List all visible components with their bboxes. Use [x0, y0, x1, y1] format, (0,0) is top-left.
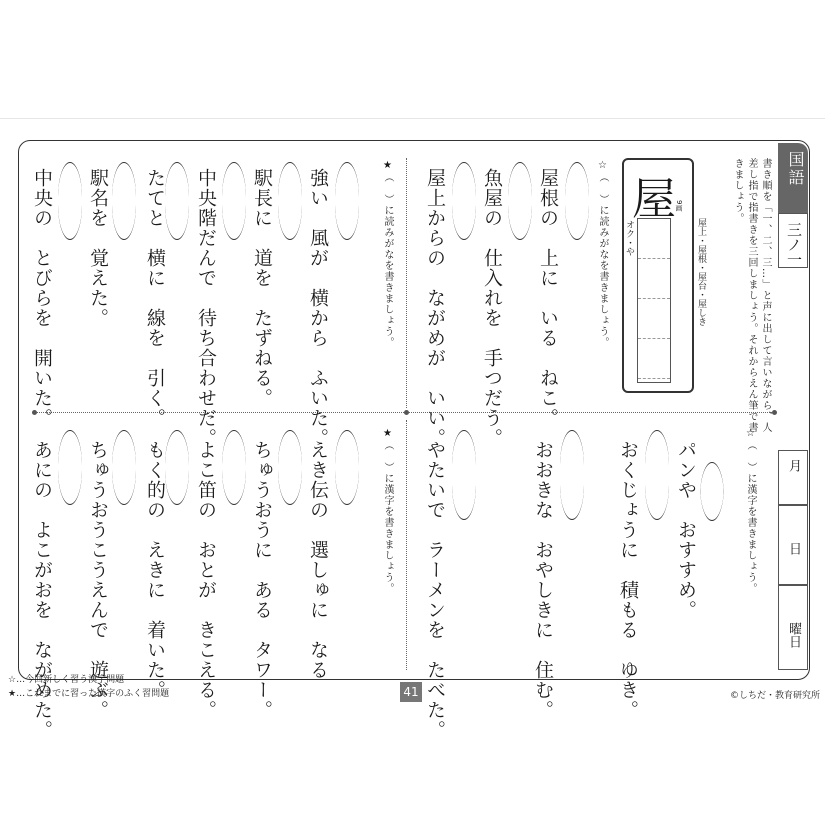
section2-question-5: 駅名を 覚えた。 [87, 168, 109, 328]
weekday-box[interactable] [778, 585, 808, 670]
section1-question-2: 魚屋の 仕入れを 手つだう。 [481, 168, 503, 448]
section4-question-5: ちゅうおうこうえんで 遊ぶ。 [87, 440, 109, 720]
section3-question-4: やたいで ラーメンを たべた。 [424, 440, 446, 740]
copyright: ©しちだ・教育研究所 [730, 691, 821, 701]
weekday-label: 曜日 [786, 622, 801, 648]
legend-review: ★…これまでに習った漢字のふく習問題 [8, 689, 170, 699]
section1-question-3: 屋上からの ながめが いい。 [424, 168, 446, 448]
section3-question-2: おくじょうに 積もる ゆき。 [617, 440, 639, 720]
section4-question-3: よこ笛の おとが きこえる。 [195, 440, 217, 720]
month-box[interactable] [778, 450, 808, 505]
section3-instruction: ☆（ ）に漢字を書きましょう。 [745, 428, 756, 594]
section4-question-6: あにの よこがおを ながめた。 [31, 440, 53, 740]
column-divider-top [406, 158, 407, 408]
month-label: 月 [786, 459, 801, 472]
section3-question-1: パンや おすすめ。 [675, 440, 697, 620]
section4-question-1: えき伝の 選しゅに なる [307, 440, 329, 680]
unit-box [778, 213, 808, 268]
section2-question-2: 駅長に 道を たずねる。 [251, 168, 273, 408]
page-number: 41 [400, 682, 422, 702]
section2-instruction: ★（ ）に読みがなを書きましょう。 [382, 160, 393, 348]
stroke-practice-grid[interactable] [637, 218, 671, 383]
section3-question-3: おおきな おやしきに 住む。 [532, 440, 554, 720]
subject-label: 国語 [786, 151, 805, 187]
section2-question-1: 強い 風が 横から ふいた。 [307, 168, 329, 448]
unit-label: 三ノ一 [785, 222, 803, 267]
section1-instruction: ☆（ ）に読みがなを書きましょう。 [597, 160, 608, 348]
kanji-readings: オク・や [624, 220, 634, 256]
intro-line-2: 差し指で指書きを三回しましょう。それからえん筆で書 [746, 158, 757, 433]
divider-dot-right [772, 410, 777, 415]
column-divider-bottom [406, 420, 407, 670]
kanji-strokes: 9画 [675, 200, 683, 212]
kanji-character: 屋 [632, 174, 676, 225]
section2-question-4: たてと 横に 線を 引く。 [144, 168, 166, 428]
section2-question-3: 中央階だんで 待ち合わせだ。 [195, 168, 217, 448]
section4-question-2: ちゅうおうに ある タワー。 [251, 440, 273, 720]
day-label: 日 [786, 542, 801, 555]
day-box[interactable] [778, 505, 808, 585]
kanji-examples: 屋上・屋根・屋台・屋しき [696, 218, 706, 326]
section2-question-6: 中央の とびらを 開いた。 [31, 168, 53, 428]
section4-instruction: ★（ ）に漢字を書きましょう。 [382, 428, 393, 594]
section4-question-4: もく的の えきに 着いた。 [144, 440, 166, 700]
subject-tab [778, 143, 808, 213]
section1-question-1: 屋根の 上に いる ねこ。 [537, 168, 559, 428]
intro-line-1: 書き順を「一、二、三…」と声に出して言いながら、人 [760, 158, 771, 433]
legend-new: ☆…今回新しく習う漢字問題 [8, 675, 125, 685]
intro-line-3: きましょう。 [732, 158, 743, 224]
divider-dot-center [404, 410, 409, 415]
